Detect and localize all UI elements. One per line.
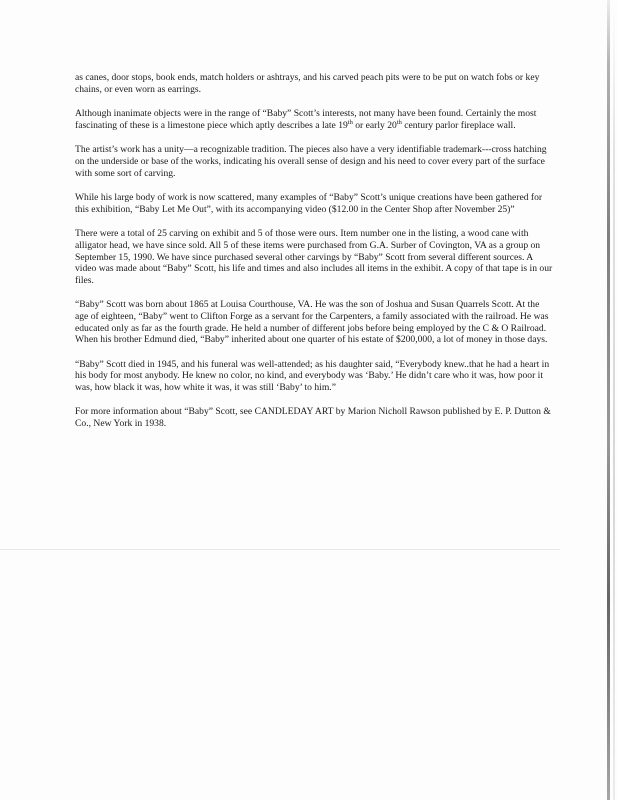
paragraph-inanimate-text-1: Although inanimate objects were in the range of “Baby” Scott’s interests, not many have been found. Certainly the most fascinating of these is a limestone piece which aptly describes a late 19 [75, 108, 537, 131]
paragraph-unity: The artist’s work has a unity—a recognizable tradition. The pieces also have a very identifiable trademark---cross hatching on the underside or base of the works, indicating his overall sense of design and his need to cover every part of the surface with some sort of carving. [75, 144, 547, 179]
paragraph-canes: as canes, door stops, book ends, match holders or ashtrays, and his carved peach pits were to be put on watch fobs or key chains, or even worn as earrings. [75, 72, 540, 95]
paragraph-inanimate-text-3: century parlor fireplace wall. [401, 119, 516, 131]
page-edge-highlight [613, 0, 615, 800]
paragraph-inanimate-text-2: or early 20 [352, 119, 397, 131]
superscript-th-2: th [396, 118, 402, 126]
superscript-th-1: th [347, 118, 353, 126]
paragraph-biography: “Baby” Scott was born about 1865 at Louisa Courthouse, VA. He was the son of Joshua and Susan Quarrels Scott. At the age of eighteen, “Baby” went to Clifton Forge as a servant for the Carpenters, a family associated with the railroad. He was educated only as far as the fourth grade. He held a number of different jobs before being employed by the C & O Railroad. When his brother Edmund died, “Baby” inherited about one quarter of his estate of $200,000, a lot of money in those days. [75, 299, 549, 346]
paragraph-inanimate-objects [75, 108, 553, 131]
paragraph-more-info: For more information about “Baby” Scott, see CANDLEDAY ART by Marion Nicholl Rawson published by E. P. Dutton & Co., New York in 1938. [75, 406, 551, 430]
paragraph-exhibition: While his large body of work is now scattered, many examples of “Baby” Scott’s unique creations have been gathered for this exhibition, “Baby Let Me Out”, with its accompanying video ($12.00 in the Center Shop after November 25)” [75, 192, 543, 215]
page-edge-shadow [607, 0, 610, 800]
document-body [75, 72, 553, 443]
paragraph-carvings-total: There were a total of 25 carving on exhibit and 5 of those were ours. Item number one in the listing, a wood cane with alligator head, we have since sold. All 5 of these items were purchased from G.A. Surber of Covington, VA as a group on September 15, 1990. We have since purchased several other carvings by “Baby” Scott from several different sources. A video was made about “Baby” Scott, his life and times and also includes all items in the exhibit. A copy of that tape is in our files. [75, 228, 553, 286]
scan-artifact-line [0, 549, 560, 550]
paragraph-death: “Baby” Scott died in 1945, and his funeral was well-attended; as his daughter said, “Everybody knew..that he had a heart in his body for most anybody. He knew no color, no kind, and everybody was ‘Baby.’ He didn’t care who it was, how poor it was, how black it was, how white it was, it was still ‘Baby’ to him.” [75, 358, 550, 393]
